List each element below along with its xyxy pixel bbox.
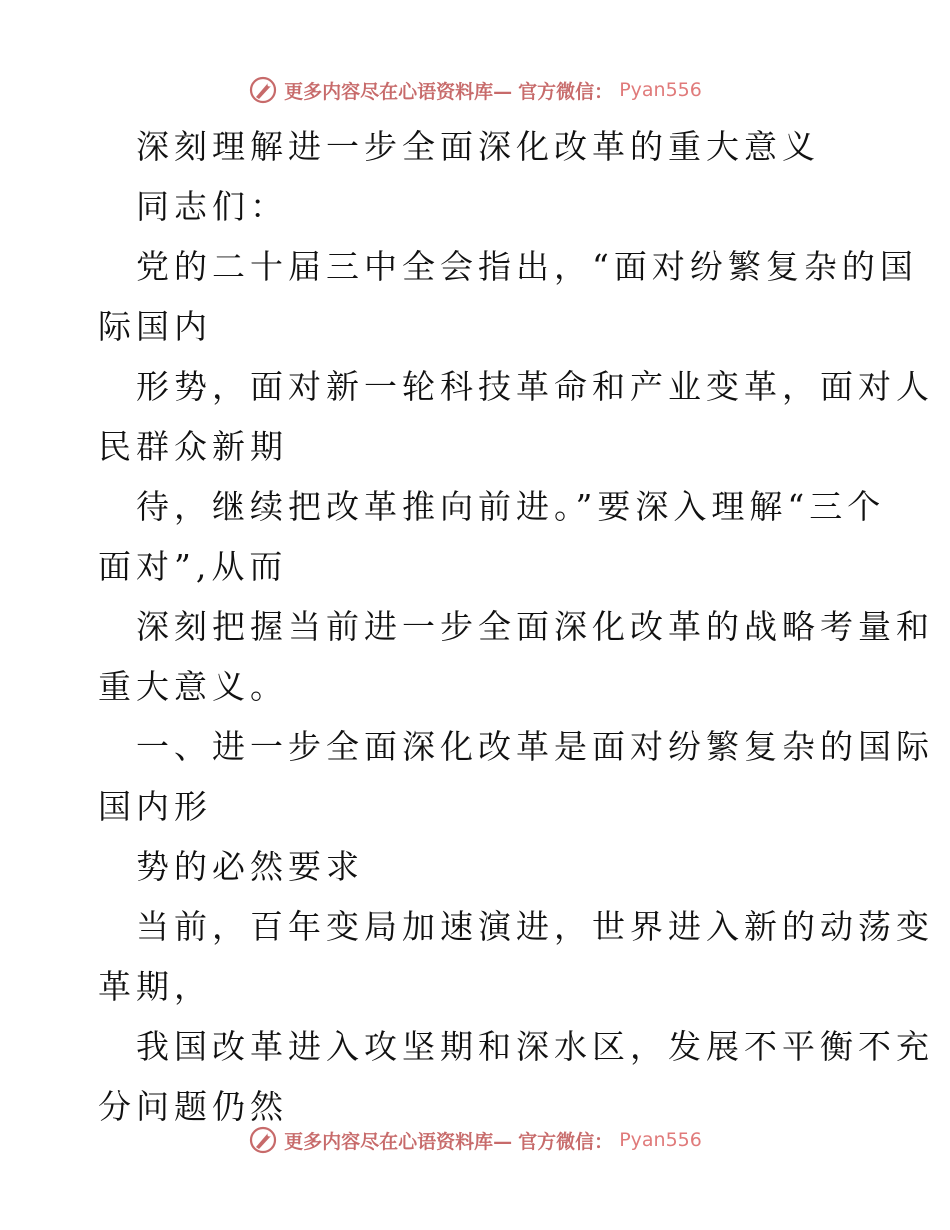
text-line: 我国改革进入攻坚期和深水区，发展不平衡不充 [136, 1027, 934, 1066]
text-line: 党的二十届三中全会指出，“面对纷繁复杂的国 [136, 247, 918, 286]
section-heading: 一、进一步全面深化改革是面对纷繁复杂的国际 [136, 727, 934, 766]
section-heading-cont: 势的必然要求 [136, 847, 364, 886]
document-title: 深刻理解进一步全面深化改革的重大意义 [136, 127, 820, 166]
text-line: 面对”,从而 [98, 547, 288, 586]
header-watermark [0, 70, 950, 110]
quill-logo-icon [248, 75, 278, 105]
watermark-wechat-label: 官方微信： [518, 80, 614, 103]
text-line: 革期， [98, 967, 212, 1006]
watermark-site-text: 更多内容尽在心语资料库— [284, 80, 513, 103]
watermark-wechat-id: Pyan556 [619, 79, 702, 101]
watermark-site-text: 更多内容尽在心语资料库— [284, 1130, 513, 1153]
text-line: 民群众新期 [98, 427, 288, 466]
text-line: 深刻把握当前进一步全面深化改革的战略考量和 [136, 607, 934, 646]
quill-logo-icon [248, 1125, 278, 1155]
document-body [98, 117, 934, 1137]
text-line: 待，继续把改革推向前进。”要深入理解“三个 [136, 487, 886, 526]
watermark-wechat-id: Pyan556 [619, 1129, 702, 1151]
text-line: 际国内 [98, 307, 212, 346]
text-line: 分问题仍然 [98, 1087, 288, 1126]
salutation: 同志们： [136, 187, 288, 226]
text-line: 重大意义。 [98, 667, 288, 706]
section-heading-cont: 国内形 [98, 787, 212, 826]
footer-watermark [0, 1120, 950, 1160]
text-line: 当前，百年变局加速演进，世界进入新的动荡变 [136, 907, 934, 946]
watermark-wechat-label: 官方微信： [518, 1130, 614, 1153]
text-line: 形势，面对新一轮科技革命和产业变革，面对人 [136, 367, 934, 406]
